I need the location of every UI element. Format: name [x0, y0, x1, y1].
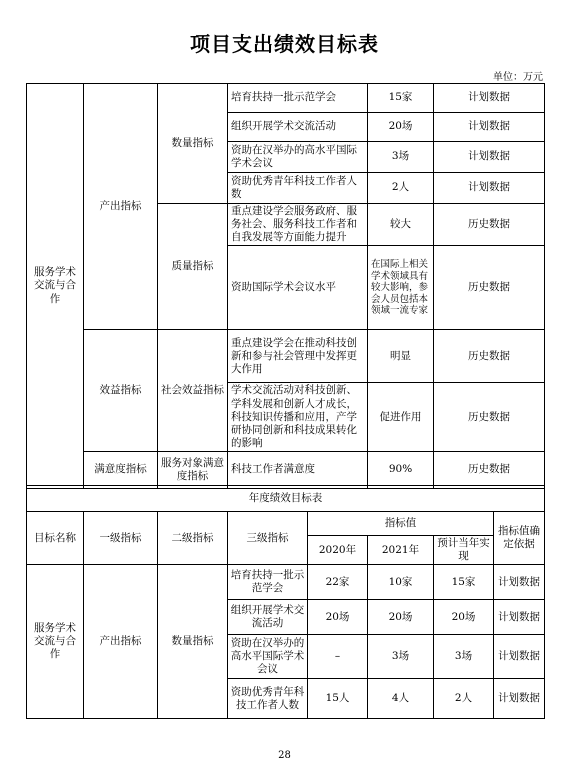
value-2021-cell: 20场 — [368, 600, 434, 635]
value-cell: 明显 — [368, 330, 434, 383]
column-header: 指标值确定依据 — [494, 512, 545, 565]
unit-label: 单位：万元 — [493, 72, 543, 83]
value-cell: 20场 — [368, 113, 434, 142]
table-row — [27, 452, 545, 489]
column-header: 一级指标 — [84, 512, 158, 565]
basis-cell: 历史数据 — [434, 383, 545, 452]
basis-cell: 计划数据 — [494, 679, 545, 719]
value-cell: 15家 — [368, 84, 434, 113]
expected-value-cell: 2人 — [434, 679, 494, 719]
expected-value-cell: 3场 — [434, 635, 494, 679]
basis-cell: 历史数据 — [434, 204, 545, 246]
column-header: 2021年 — [368, 536, 434, 565]
table-row — [27, 84, 545, 113]
table-row — [27, 330, 545, 383]
value-cell: 促进作用 — [368, 383, 434, 452]
basis-cell: 计划数据 — [434, 84, 545, 113]
table-row — [27, 565, 545, 600]
level1-cell: 效益指标 — [84, 330, 158, 452]
indicator-cell: 培育扶持一批示范学会 — [228, 84, 368, 113]
level2-cell: 质量指标 — [158, 204, 228, 330]
value-2020-cell: – — [308, 635, 368, 679]
page-number: 28 — [278, 750, 291, 761]
value-cell: 90% — [368, 452, 434, 489]
table-row — [27, 486, 545, 512]
table-row — [27, 512, 545, 536]
basis-cell: 历史数据 — [434, 452, 545, 489]
basis-cell: 计划数据 — [434, 113, 545, 142]
indicator-cell: 资助优秀青年科技工作者人数 — [228, 679, 308, 719]
indicator-cell: 资助在汉举办的高水平国际学术会议 — [228, 142, 368, 173]
basis-cell: 历史数据 — [434, 330, 545, 383]
section-title: 年度绩效目标表 — [27, 486, 545, 512]
column-header: 三级指标 — [228, 512, 308, 565]
expected-value-cell: 20场 — [434, 600, 494, 635]
basis-cell: 历史数据 — [434, 246, 545, 330]
indicator-cell: 组织开展学术交流活动 — [228, 600, 308, 635]
basis-cell: 计划数据 — [434, 142, 545, 173]
level1-cell: 满意度指标 — [84, 452, 158, 489]
indicator-cell: 重点建设学会服务政府、服务社会、服务科技工作者和自我发展等方面能力提升 — [228, 204, 368, 246]
basis-cell: 计划数据 — [494, 565, 545, 600]
value-2020-cell: 15人 — [308, 679, 368, 719]
value-cell: 在国际上相关学术领域具有较大影响，参会人员包括本领域一流专家 — [368, 246, 434, 330]
level2-cell: 社会效益指标 — [158, 330, 228, 452]
basis-cell: 计划数据 — [494, 635, 545, 679]
level1-cell: 产出指标 — [84, 565, 158, 719]
value-cell: 3场 — [368, 142, 434, 173]
indicator-cell: 资助国际学术会议水平 — [228, 246, 368, 330]
expected-value-cell: 15家 — [434, 565, 494, 600]
annual-performance-table — [26, 485, 545, 719]
column-header: 目标名称 — [27, 512, 84, 565]
basis-cell: 计划数据 — [494, 600, 545, 635]
indicator-cell: 学术交流活动对科技创新、学科发展和创新人才成长，科技知识传播和应用，产学研协同创新和科技成果转化的影响 — [228, 383, 368, 452]
value-cell: 较大 — [368, 204, 434, 246]
indicator-cell: 培育扶持一批示范学会 — [228, 565, 308, 600]
value-cell: 2人 — [368, 173, 434, 204]
column-header: 预计当年实现 — [434, 536, 494, 565]
value-2021-cell: 10家 — [368, 565, 434, 600]
indicator-cell: 资助优秀青年科技工作者人数 — [228, 173, 368, 204]
level2-cell: 数量指标 — [158, 84, 228, 204]
performance-target-table — [26, 83, 545, 489]
indicator-cell: 组织开展学术交流活动 — [228, 113, 368, 142]
column-header: 指标值 — [308, 512, 494, 536]
indicator-cell: 资助在汉举办的高水平国际学术会议 — [228, 635, 308, 679]
level1-cell: 产出指标 — [84, 84, 158, 330]
column-header: 2020年 — [308, 536, 368, 565]
goal-name-cell: 服务学术交流与合作 — [27, 565, 84, 719]
value-2021-cell: 4人 — [368, 679, 434, 719]
basis-cell: 计划数据 — [434, 173, 545, 204]
indicator-cell: 重点建设学会在推动科技创新和参与社会管理中发挥更大作用 — [228, 330, 368, 383]
value-2021-cell: 3场 — [368, 635, 434, 679]
value-2020-cell: 20场 — [308, 600, 368, 635]
page-title: 项目支出绩效目标表 — [190, 32, 379, 56]
level2-cell: 数量指标 — [158, 565, 228, 719]
value-2020-cell: 22家 — [308, 565, 368, 600]
indicator-cell: 科技工作者满意度 — [228, 452, 368, 489]
level2-cell: 服务对象满意度指标 — [158, 452, 228, 489]
column-header: 二级指标 — [158, 512, 228, 565]
goal-name-cell: 服务学术交流与合作 — [27, 84, 84, 489]
